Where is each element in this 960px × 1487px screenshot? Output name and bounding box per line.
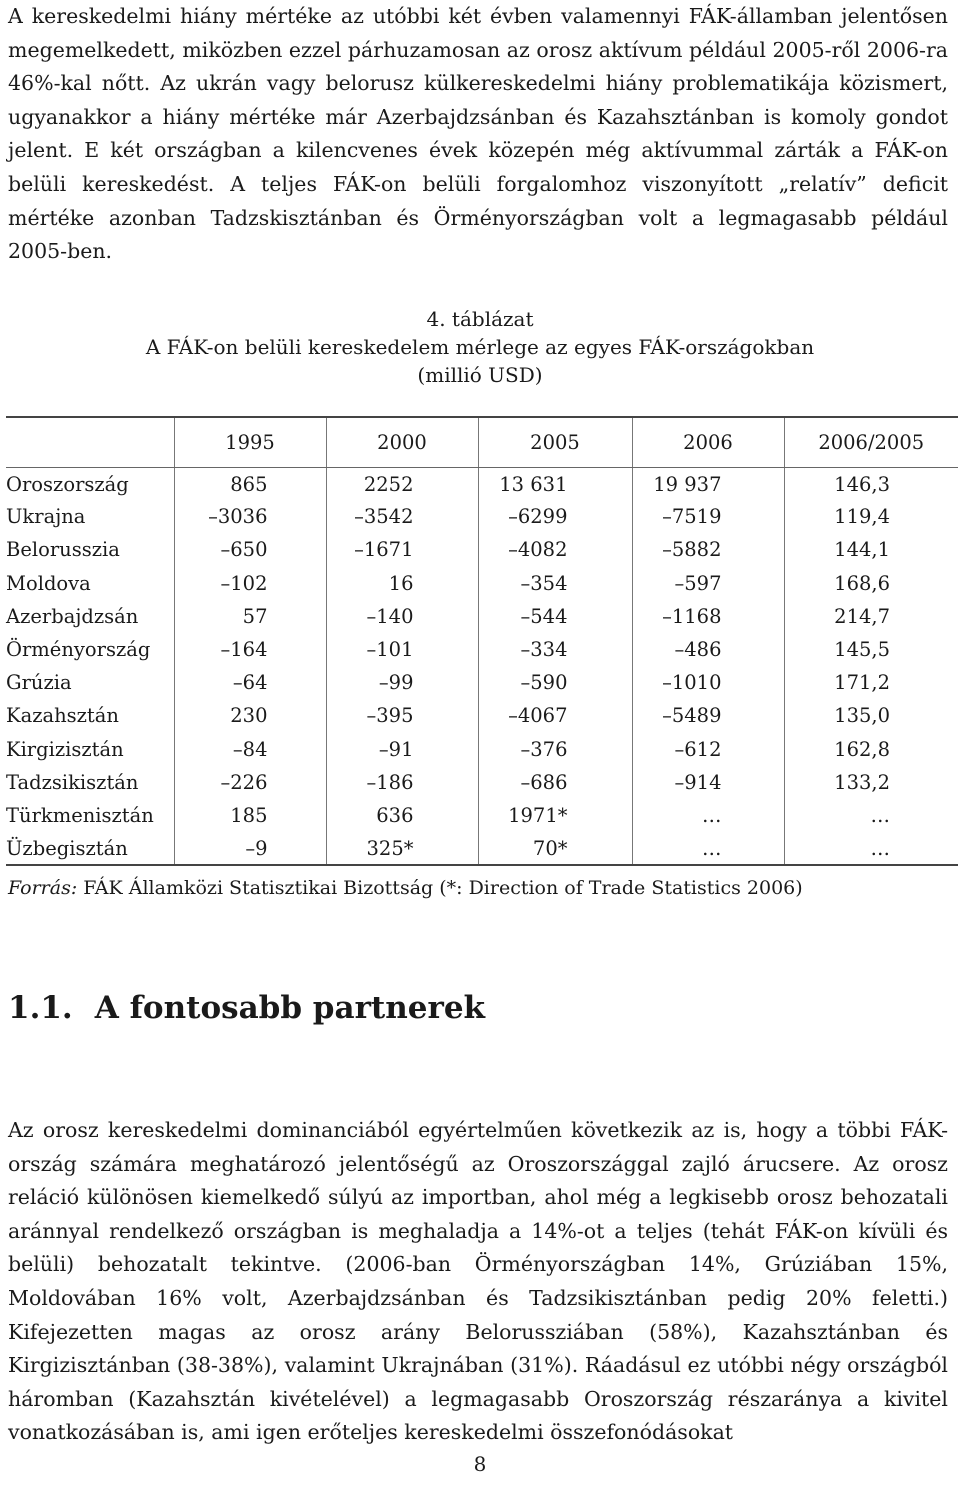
value-cell: 70* (478, 832, 632, 865)
table-source-note (8, 874, 803, 902)
value-cell: … (784, 799, 958, 832)
table-row (6, 699, 958, 732)
value-cell: –4067 (478, 699, 632, 732)
section-number: 1.1. (8, 990, 73, 1026)
country-name: Örményország (6, 638, 151, 662)
table-row (6, 500, 958, 533)
section-heading (8, 986, 485, 1030)
value-cell: 168,6 (784, 567, 958, 600)
country-name: Ukrajna (6, 505, 86, 529)
value-cell: 145,5 (784, 633, 958, 666)
table-row (6, 832, 958, 865)
intro-paragraph: A kereskedelmi hiány mértéke az utóbbi két évben valamennyi FÁK-államban jelentősen megemelkedett, miközben ezzel párhuzamosan az orosz aktívum például 2005-ről 2006-ra 46%-kal nőtt. Az ukrán vagy belorusz külkereskedelmi hiány problematikája közismert, ugyanakkor a hiány mértéke már Azerbajdzsánban és Kazahsztánban is komoly gondot jelent. E két országban a kilencvenes évek közepén még aktívummal zárták a FÁK-on belüli kereskedést. A teljes FÁK-on belüli forgalomhoz viszonyított „relatív” deficit mértéke azonban Tadzskisztánban és Örményországban volt a legmagasabb például 2005-ben. (8, 4, 948, 264)
value-cell: –99 (326, 666, 478, 699)
country-name: Grúzia (6, 671, 72, 695)
section-title: A fontosabb partnerek (94, 990, 486, 1026)
value-cell: 214,7 (784, 600, 958, 633)
value-cell: 13 631 (478, 467, 632, 500)
column-header: 2006/2005 (784, 417, 958, 467)
table-row (6, 567, 958, 600)
value-cell: –7519 (632, 500, 784, 533)
value-cell: 865 (174, 467, 326, 500)
value-cell: –914 (632, 766, 784, 799)
table-row (6, 766, 958, 799)
value-cell: –84 (174, 733, 326, 766)
value-cell: –3036 (174, 500, 326, 533)
value-cell: 185 (174, 799, 326, 832)
country-name: Azerbajdzsán (6, 604, 139, 628)
value-cell: –354 (478, 567, 632, 600)
value-cell: –486 (632, 633, 784, 666)
value-cell: –376 (478, 733, 632, 766)
value-cell: –544 (478, 600, 632, 633)
column-header: 2005 (478, 417, 632, 467)
value-cell: –4082 (478, 533, 632, 566)
value-cell: –1671 (326, 533, 478, 566)
table-row (6, 633, 958, 666)
value-cell: –650 (174, 533, 326, 566)
page-number: 8 (473, 1452, 487, 1476)
value-cell: 16 (326, 567, 478, 600)
value-cell: –140 (326, 600, 478, 633)
source-label: Forrás: (8, 877, 78, 899)
value-cell: 325* (326, 832, 478, 865)
table-unit: (millió USD) (417, 363, 543, 387)
table-title: A FÁK-on belüli kereskedelem mérlege az egyes FÁK-országokban (145, 335, 815, 359)
value-cell: 57 (174, 600, 326, 633)
body-paragraph: Az orosz kereskedelmi dominanciából egyértelműen következik az is, hogy a többi FÁK-ország számára meghatározó jelentőségű az Oroszországgal zajló árucsere. Az orosz reláció különösen kiemelkedő súlyú az importban, ahol még a legkisebb orosz behozatali aránnyal rendelkező országban is meghaladja a 14%-ot a teljes (tehát FÁK-on kívüli és belüli) behozatalt tekintve. (2006-ban Örményországban 14%, Grúziában 15%, Moldovában 16% volt, Azerbajdzsánban és Tadzsikisztánban pedig 20% feletti.) Kifejezetten magas az orosz arány Belorussziában (58%), Kazahsztánban és Kirgizisztánban (38-38%), valamint Ukrajnában (31%). Ráadásul ez utóbbi négy országból háromban (Kazahsztán kivételével) a legmagasabb Oroszország részaránya a kivitel vonatkozásában is, ami igen erőteljes kereskedelmi összefonódásokat (8, 1118, 948, 1445)
value-cell: –164 (174, 633, 326, 666)
value-cell: –686 (478, 766, 632, 799)
value-cell: –91 (326, 733, 478, 766)
value-cell: … (632, 799, 784, 832)
table-header-row (6, 417, 958, 467)
value-cell: –597 (632, 567, 784, 600)
source-text: FÁK Államközi Statisztikai Bizottság (*: Direction of Trade Statistics 2006) (77, 877, 803, 899)
table-number: 4. táblázat (426, 307, 534, 331)
value-cell: 119,4 (784, 500, 958, 533)
value-cell: –101 (326, 633, 478, 666)
country-name: Tadzsikisztán (6, 770, 139, 794)
table-row (6, 533, 958, 566)
value-cell: 1971* (478, 799, 632, 832)
value-cell: 230 (174, 699, 326, 732)
value-cell: … (632, 832, 784, 865)
value-cell: –64 (174, 666, 326, 699)
value-cell: –5882 (632, 533, 784, 566)
country-name: Üzbegisztán (6, 832, 174, 865)
value-cell: 2252 (326, 467, 478, 500)
value-cell: –5489 (632, 699, 784, 732)
value-cell: –186 (326, 766, 478, 799)
value-cell: –395 (326, 699, 478, 732)
country-name: Moldova (6, 571, 91, 595)
country-name: Türkmenisztán (6, 803, 154, 827)
value-cell: 133,2 (784, 766, 958, 799)
table-row (6, 666, 958, 699)
value-cell: … (784, 832, 958, 865)
value-cell: –102 (174, 567, 326, 600)
value-cell: –9 (174, 832, 326, 865)
value-cell: 146,3 (784, 467, 958, 500)
country-name: Belorusszia (6, 538, 120, 562)
value-cell: 636 (326, 799, 478, 832)
trade-balance-table (6, 416, 958, 866)
value-cell: –226 (174, 766, 326, 799)
country-name: Kirgizisztán (6, 737, 124, 761)
value-cell: 19 937 (632, 467, 784, 500)
value-cell: –1010 (632, 666, 784, 699)
column-header: 1995 (174, 417, 326, 467)
column-header: 2006 (632, 417, 784, 467)
country-name: Oroszország (6, 473, 129, 497)
table-row (6, 799, 958, 832)
value-cell: 162,8 (784, 733, 958, 766)
table-row (6, 600, 958, 633)
table-row (6, 733, 958, 766)
table-row (6, 467, 958, 500)
country-name: Kazahsztán (6, 704, 119, 728)
value-cell: –6299 (478, 500, 632, 533)
value-cell: 144,1 (784, 533, 958, 566)
value-cell: 171,2 (784, 666, 958, 699)
column-header: 2000 (326, 417, 478, 467)
value-cell: –612 (632, 733, 784, 766)
value-cell: –1168 (632, 600, 784, 633)
header-corner (6, 417, 174, 467)
value-cell: –334 (478, 633, 632, 666)
value-cell: –3542 (326, 500, 478, 533)
value-cell: 135,0 (784, 699, 958, 732)
value-cell: –590 (478, 666, 632, 699)
